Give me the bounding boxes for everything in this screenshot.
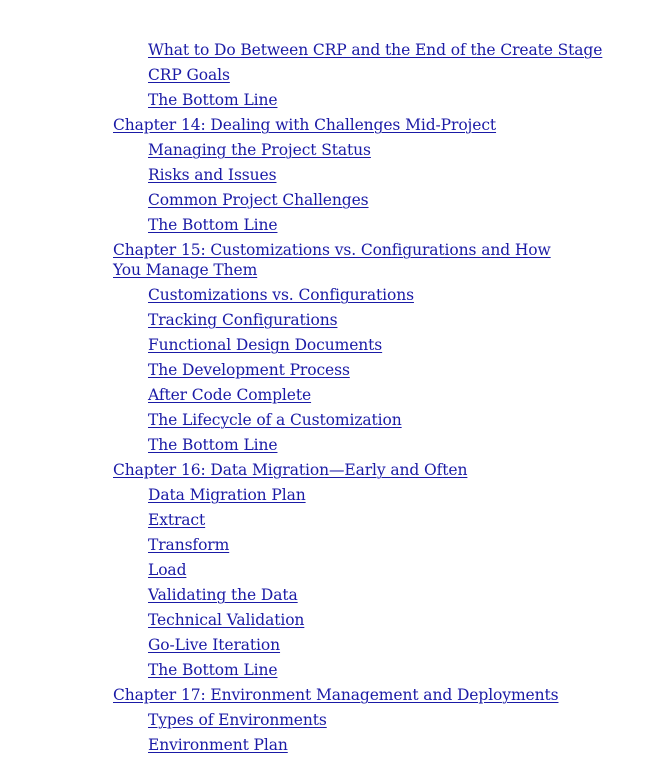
- toc-link-transform[interactable]: Transform: [148, 536, 230, 554]
- toc-chapter-17[interactable]: Chapter 17: Environment Management and Deployments: [113, 686, 559, 704]
- toc-link-managing-project-status[interactable]: Managing the Project Status: [148, 141, 371, 159]
- toc-link-load[interactable]: Load: [148, 561, 187, 579]
- toc-link-bottom-line[interactable]: The Bottom Line: [148, 216, 278, 234]
- toc-link-bottom-line[interactable]: The Bottom Line: [148, 436, 278, 454]
- toc-chapter-15[interactable]: Chapter 15: Customizations vs. Configurations and How You Manage Them: [113, 241, 551, 279]
- toc-link-common-project-challenges[interactable]: Common Project Challenges: [148, 191, 369, 209]
- toc-link-types-of-environments[interactable]: Types of Environments: [148, 711, 327, 729]
- toc-link-data-migration-plan[interactable]: Data Migration Plan: [148, 486, 306, 504]
- toc-link-after-code-complete[interactable]: After Code Complete: [148, 386, 312, 404]
- toc-link-bottom-line[interactable]: The Bottom Line: [148, 661, 278, 679]
- toc-link-crp-to-create-end[interactable]: What to Do Between CRP and the End of the Create Stage: [148, 41, 603, 59]
- toc-link-environment-plan[interactable]: Environment Plan: [148, 736, 288, 754]
- toc-link-crp-goals[interactable]: CRP Goals: [148, 66, 230, 84]
- toc-link-technical-validation[interactable]: Technical Validation: [148, 611, 305, 629]
- toc-chapter-14[interactable]: Chapter 14: Dealing with Challenges Mid-Project: [113, 116, 497, 134]
- toc-link-customization-lifecycle[interactable]: The Lifecycle of a Customization: [148, 411, 402, 429]
- toc-link-extract[interactable]: Extract: [148, 511, 206, 529]
- toc-link-development-process[interactable]: The Development Process: [148, 361, 350, 379]
- toc-link-functional-design-documents[interactable]: Functional Design Documents: [148, 336, 383, 354]
- toc-link-customizations-vs-configurations[interactable]: Customizations vs. Configurations: [148, 286, 414, 304]
- toc-link-validating-the-data[interactable]: Validating the Data: [148, 586, 298, 604]
- toc-link-risks-and-issues[interactable]: Risks and Issues: [148, 166, 277, 184]
- toc-chapter-16[interactable]: Chapter 16: Data Migration—Early and Often: [113, 461, 468, 479]
- toc-link-tracking-configurations[interactable]: Tracking Configurations: [148, 311, 338, 329]
- table-of-contents: [0, 40, 670, 760]
- toc-link-go-live-iteration[interactable]: Go-Live Iteration: [148, 636, 281, 654]
- toc-link-bottom-line[interactable]: The Bottom Line: [148, 91, 278, 109]
